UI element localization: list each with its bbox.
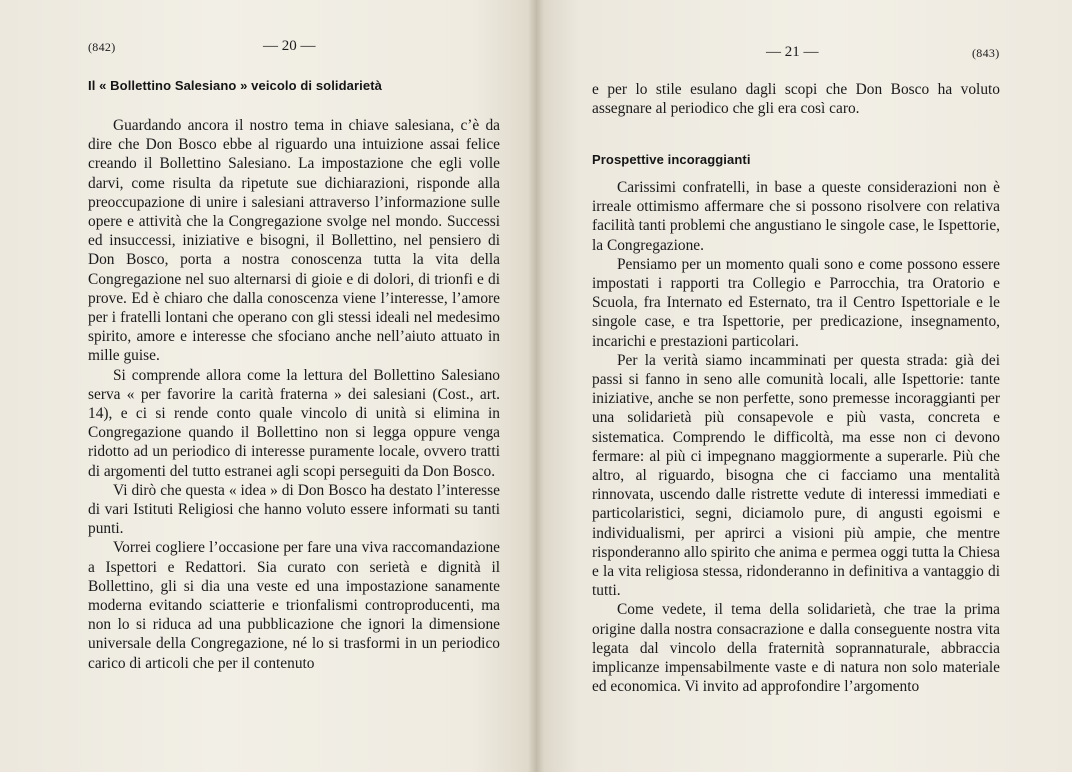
right-page-code: (843) (972, 46, 1000, 60)
right-body-text (592, 178, 1000, 696)
left-paragraph-3: Vi dirò che questa « idea » di Don Bosco ha destato l’interesse di vari Istituti Religiosi che hanno voluto essere informati su tanti punti. (88, 481, 500, 538)
right-paragraph-1: Carissimi confratelli, in base a queste considerazioni non è irreale ottimismo affermare che si possono risolvere con relativa facilità tanti problemi che angustiano le singole case, le Ispettorie, la Congregazione. (592, 179, 1000, 254)
left-page-code: (842) (88, 40, 116, 54)
left-paragraph-4: Vorrei cogliere l’occasione per fare una viva raccomandazione a Ispettori e Redattori. Sia curato con serietà e dignità il Bollettino, gli si dia una veste ed una impostazione sanamente moderna evitando sciatterie e trionfalismi controproducenti, ma non lo si riduca ad una pubblicazione che ignori la dimensione universale della Congregazione, né lo si trasformi in un periodico carico di articoli che per il contenuto (88, 539, 500, 672)
right-page-number: — 21 — (766, 44, 819, 60)
right-page (536, 0, 1072, 772)
left-page-number: — 20 — (263, 38, 316, 54)
left-section-heading: Il « Bollettino Salesiano » veicolo di solidarietà (88, 78, 382, 93)
left-body-text (88, 116, 500, 673)
right-intro-text (592, 80, 1000, 118)
right-intro-paragraph: e per lo stile esulano dagli scopi che Don Bosco ha voluto assegnare al periodico che gli era così caro. (592, 81, 1000, 118)
right-section-heading: Prospettive incoraggianti (592, 152, 751, 167)
left-paragraph-2: Si comprende allora come la lettura del Bollettino Salesiano serva « per favorire la carità fraterna » dei salesiani (Cost., art. 14), e ci si rende conto quale vincolo di unità si elimina in Congregazione quando il Bollettino non si legga oppure venga ridotto ad un periodico di interesse puramente locale, ovvero tratti di argomenti del tutto estranei agli scopi perseguiti da Don Bosco. (88, 366, 500, 480)
left-paragraph-1: Guardando ancora il nostro tema in chiave salesiana, c’è da dire che Don Bosco ebbe al riguardo una intuizione assai felice creando il Bollettino Salesiano. La impostazione che egli volle darvi, come risulta da ripetute sue dichiarazioni, risponde alla preoccupazione di unire i salesiani attraverso l’informazione sulle opere e attività che la Congregazione svolge nel mondo. Successi ed insuccessi, iniziative e bisogni, il Bollettino, nel pensiero di Don Bosco, porta a nostra conoscenza tutta la vita della Congregazione nel suo alternarsi di gioie e di dolori, di trionfi e di prove. Ed è chiaro che dalla conoscenza viene l’interesse, l’amore per i fratelli lontani che operano con gli stessi ideali nel medesimo spirito, amore e interesse che sfociano anche nell’aiuto attuato in mille guise. (88, 117, 500, 365)
right-paragraph-2: Pensiamo per un momento quali sono e come possono essere impostati i rapporti tra Collegio e Parrocchia, tra Oratorio e Scuola, fra Internato ed Esternato, tra il Centro Ispettoriale e le singole case, e tra Ispettorie, per predicazione, insegnamento, incarichi e prestazioni particolari. (592, 255, 1000, 350)
right-paragraph-3: Per la verità siamo incamminati per questa strada: già dei passi si fanno in seno alle comunità locali, alle Ispettorie: tante iniziative, anche se non perfette, sono premesse incoraggianti per una solidarietà più consapevole e più vasta, concreta e sistematica. Comprendo le difficoltà, ma esse non ci devono fermare: al più ci impegnano maggiormente a superarle. Più che altro, al riguardo, bisogna che ci facciamo una mentalità rinnovata, uscendo dalle ristrette vedute di interessi immediati e particolaristici, segni, diciamolo pure, di angusti egoismi e individualismi, per aprirci a visioni più ampie, che mentre risponderanno allo spirito che anima e permea oggi tutta la Chiesa e la vita religiosa stessa, ridonderanno in definitiva a vantaggio di tutti. (592, 351, 1000, 600)
right-paragraph-4: Come vedete, il tema della solidarietà, che trae la prima origine dalla nostra consacrazione e dalla conseguente nostra vita legata dal vincolo della fraternità soprannaturale, abbraccia implicanze impensabilmente vaste e di natura non solo materiale ed economica. Vi invito ad approfondire l’argomento (592, 601, 1000, 696)
